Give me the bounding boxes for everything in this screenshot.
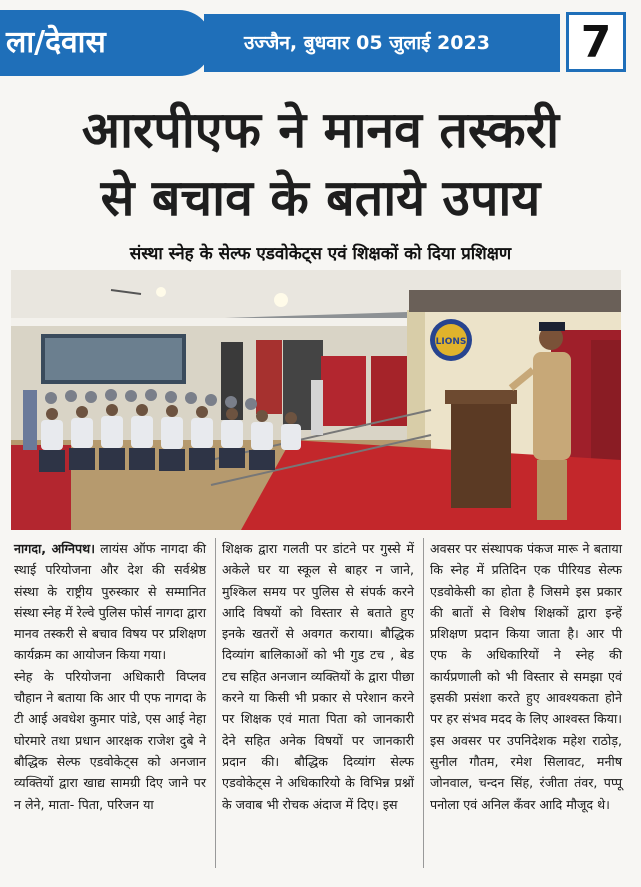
news-photo xyxy=(11,270,621,530)
section-tab xyxy=(0,10,212,76)
column-divider xyxy=(215,538,216,868)
section-name: ला/देवास xyxy=(6,25,106,60)
headline-line-1: आरपीएफ ने मानव तस्करी xyxy=(81,101,560,159)
page-number: 7 xyxy=(566,12,626,72)
column-1-text: लायंस ऑफ नागदा की स्थाई परियोजना और देश की सर्वश्रेष्ठ संस्था के राष्ट्रीय पुरुस्कार से सम्मानित संस्था स्नेह में रेल्वे पुलिस फोर्स नागदा द्वारा मानव तस्करी से बचाव विषय पर प्रशिक्षण कार्यक्रम का आयोजन किया गया। स्नेह के परियोजना अधिकारी विप्लव चौहान ने बताया कि आर पी एफ नागदा के टी आई अवधेश कुमार पांडे, एस आई नेहा घोरमारे तथा प्रधान आरक्षक राजेश दुबे ने बौद्धिक सेल्फ एडवोकेट्स को अनजान व्यक्तियों द्वारा खाद्य सामग्री दिए जाने पर न लेने, माता- पिता, परिजन या xyxy=(14,541,206,812)
photo-banner-text: LIONS xyxy=(435,337,467,347)
article-body xyxy=(14,538,626,878)
article-column-3: अवसर पर संस्थापक पंकज मारू ने बताया कि स्नेह में प्रतिदिन एक पीरियड सेल्फ एडवोकेसी का होता है जिसमे इस प्रकार की बातों से विशेष शिक्षकों द्वारा इन्हें प्रशिक्षण प्रदान किया जाता है। आर पी एफ के अधिकारियों ने स्नेह की कार्यप्रणाली को भी विस्तार से समझा एवं इसकी प्रसंशा करते हुए आवश्यकता होने पर हर संभव मदद के लिए आश्वस्त किया। इस अवसर पर उपनिदेशक महेश राठोड़, सुनील गौतम, रमेश सिलावट, मनीष जोनवाल, चन्दन सिंह, रंजीता तंवर, पप्पू पनोला एवं अनिल कँवर आदि मौजूद थे। xyxy=(430,541,622,812)
edition-dateline: उज्जैन, बुधवार 05 जुलाई 2023 xyxy=(244,32,490,54)
column-divider xyxy=(423,538,424,868)
page-header xyxy=(0,10,641,76)
article-dateline: नागदा, अग्निपथ। xyxy=(14,541,95,556)
article-column-1 xyxy=(14,538,206,815)
headline-line-2: से बचाव के बताये उपाय xyxy=(100,169,541,227)
dateline-bar xyxy=(204,14,560,72)
classroom-photo xyxy=(11,270,621,530)
headline xyxy=(0,96,641,232)
article-column-2: शिक्षक द्वारा गलती पर डांटने पर गुस्से में अकेले घर या स्कूल से बाहर न जाने, मुश्किल समय पर पुलिस से संपर्क करने आदि विषयों को विस्तार से बताते हुए इनके खतरों से अवगत कराया। बौद्धिक दिव्यांग बालिकाओं को भी गुड टच , बेड टच सहित अनजान व्यक्तियों के द्वारा पीछा करने या किसी भी प्रकार से परेशान करने पर शिक्षक एवं माता पिता को जानकारी देने सहित अनेक विषयों पर जानकारी प्रदान की। बौद्धिक दिव्यांग सेल्फ एडवोकेट्स ने अधिकारियो के विभिन्न प्रश्नों के जवाब भी रोचक अंदाज में दिए। इस xyxy=(222,541,414,812)
subheadline: संस्था स्नेह के सेल्फ एडवोकेट्स एवं शिक्षकों को दिया प्रशिक्षण xyxy=(129,244,512,264)
